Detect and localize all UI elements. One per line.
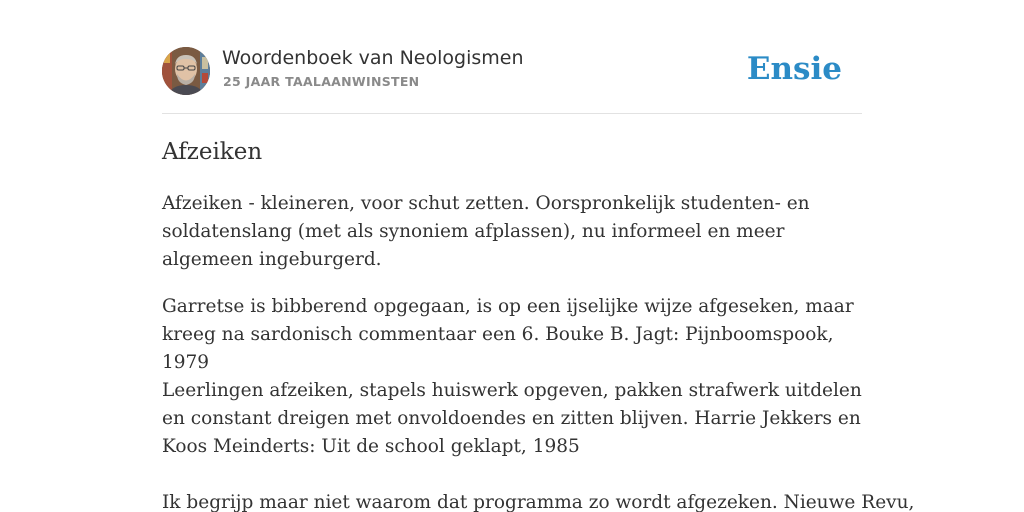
citation-paragraph: Ik begrijp maar niet waarom dat programma zo wordt afgezeken. Nieuwe Revu, bbox=[162, 492, 915, 512]
citation-paragraph: Garretse is bibberend opgegaan, is op een ijselijke wijze afgeseken, maar kreeg na sardonisch commentaar een 6. Bouke B. Jagt: Pijnboomspook, 1979 bbox=[162, 296, 854, 373]
article-title: Afzeiken bbox=[162, 139, 263, 165]
site-header bbox=[162, 46, 862, 96]
ensie-logo-link[interactable]: Ensie bbox=[746, 51, 842, 87]
site-name[interactable]: Woordenboek van Neologismen bbox=[222, 47, 524, 69]
definition-paragraph: Afzeiken - kleineren, voor schut zetten. Oorspronkelijk studenten- en soldatenslang (met als synoniem afplassen), nu informeel en meer algemeen ingeburgerd. bbox=[162, 193, 810, 270]
author-portrait-icon bbox=[162, 47, 210, 95]
citation-paragraph: Leerlingen afzeiken, stapels huiswerk opgeven, pakken strafwerk uitdelen en constant dreigen met onvoldoendes en zitten blijven. Harrie Jekkers en Koos Meinderts: Uit de school geklapt, 1985 bbox=[162, 380, 862, 457]
header-divider bbox=[162, 113, 862, 114]
author-avatar[interactable] bbox=[162, 47, 210, 95]
site-subtitle: 25 JAAR TAALAANWINSTEN bbox=[223, 74, 420, 89]
